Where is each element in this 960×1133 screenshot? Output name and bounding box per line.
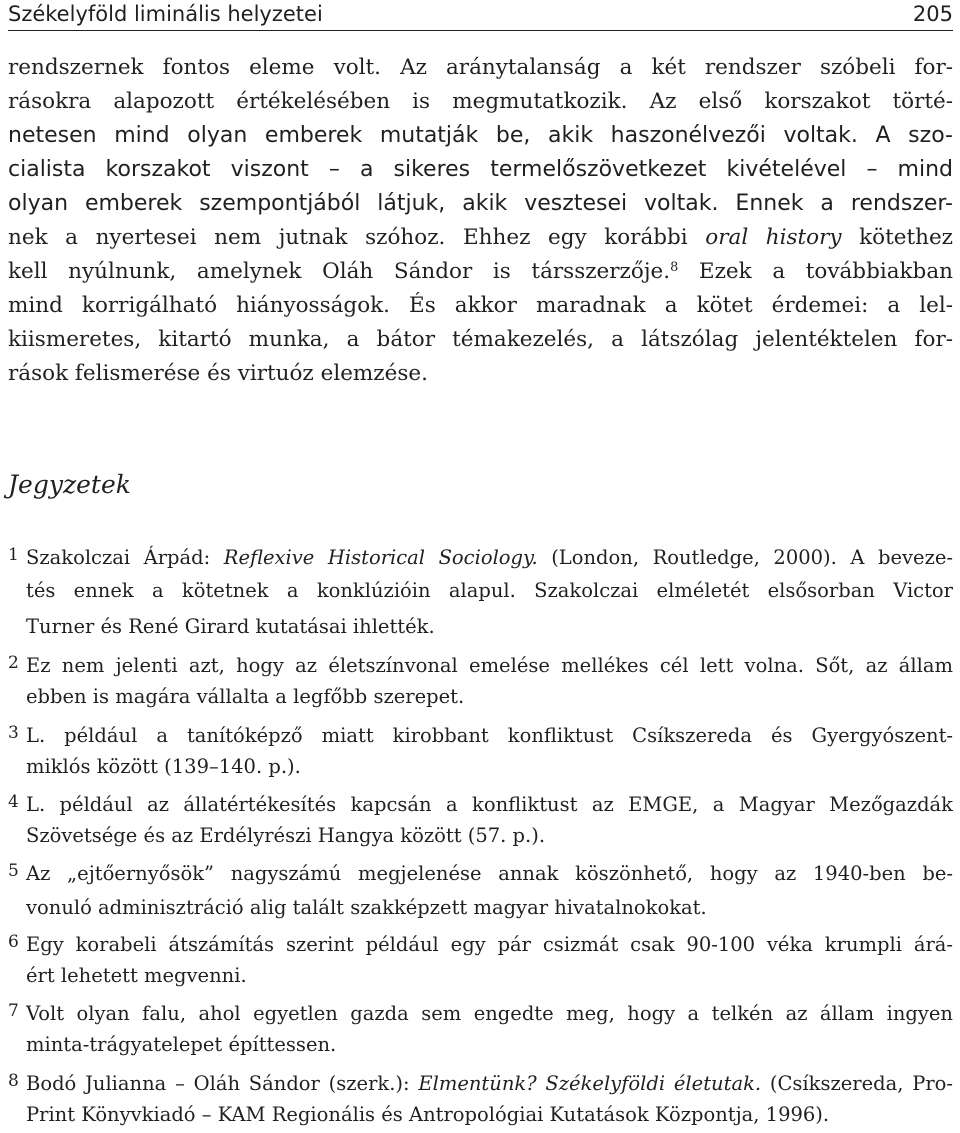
body-line: rendszernek fontos eleme volt. Az aránytalanság a két rendszer szóbeli for- bbox=[8, 55, 953, 80]
footnote-text: L. például az állatértékesítés kapcsán a konfliktust az EMGE, a Magyar Mezőgazdák bbox=[26, 793, 953, 816]
body-line: mind korrigálható hiányosságok. És akkor maradnak a kötet érdemei: a lel- bbox=[8, 293, 953, 318]
footnote-7 bbox=[8, 996, 953, 1029]
page-number: 205 bbox=[912, 2, 953, 26]
footnote-6-line: ért lehetett megvenni. bbox=[26, 964, 247, 987]
footnote-8-line: Print Könyvkiadó – KAM Regionális és Antropológiai Kutatások Központja, 1996). bbox=[26, 1103, 830, 1126]
body-line: rásokra alapozott értékelésében is megmutatkozik. Az első korszakot törté- bbox=[8, 89, 953, 114]
body-text: kötethez bbox=[859, 225, 954, 250]
footnote-italic: Elmentünk? Székelyföldi életutak. bbox=[418, 1072, 762, 1095]
body-line bbox=[8, 221, 953, 255]
footnote-text: (Csíkszereda, Pro- bbox=[761, 1072, 953, 1095]
footnote-4 bbox=[8, 787, 953, 820]
footnote-text: Ez nem jelenti azt, hogy az életszínvonal emelése mellékes cél lett volna. Sőt, az állam bbox=[26, 654, 953, 677]
footnote-7-line: minta-trágyatelepet építtessen. bbox=[26, 1033, 337, 1056]
footnote-2-line: ebben is magára vállalta a legfőbb szerepet. bbox=[26, 685, 465, 708]
body-line: cialista korszakot viszont – a sikeres termelőszövetkezet kivételével – mind bbox=[8, 157, 953, 182]
body-line: olyan emberek szempontjából látjuk, akik vesztesei voltak. Ennek a rendszer- bbox=[8, 191, 953, 216]
footnote-number: 3 bbox=[8, 723, 19, 743]
body-text: Ezek a továbbiakban bbox=[698, 259, 953, 284]
footnote-1-line: Turner és René Girard kutatásai ihlették. bbox=[26, 615, 435, 638]
footnote-5-line: vonuló adminisztráció alig talált szakképzett magyar hivatalnokokat. bbox=[26, 896, 707, 919]
footnote-text: (London, Routledge, 2000). A beveze- bbox=[537, 546, 953, 569]
footnote-4-line: Szövetsége és az Erdélyrészi Hangya között (57. p.). bbox=[26, 824, 546, 847]
notes-heading: Jegyzetek bbox=[8, 470, 131, 499]
footnote-number: 5 bbox=[8, 861, 19, 881]
footnote-3-line: miklós között (139–140. p.). bbox=[26, 755, 301, 778]
body-text: nek a nyertesei nem jutnak szóhoz. Ehhez egy korábbi bbox=[8, 225, 688, 250]
footnote-text: Volt olyan falu, ahol egyetlen gazda sem engedte meg, hogy a telkén az állam ingyen bbox=[26, 1002, 953, 1025]
running-head-title: Székelyföld liminális helyzetei bbox=[8, 2, 323, 26]
footnote-number: 8 bbox=[8, 1071, 19, 1091]
running-head bbox=[8, 0, 953, 31]
footnote-number: 4 bbox=[8, 792, 19, 812]
body-italic: oral history bbox=[705, 225, 842, 250]
body-line bbox=[8, 255, 953, 289]
body-text: kell nyúlnunk, amelynek Oláh Sándor is társszerzője. bbox=[8, 259, 671, 284]
footnote-text: Bodó Julianna – Oláh Sándor (szerk.): bbox=[26, 1072, 419, 1095]
footnote-italic: Reflexive Historical Sociology. bbox=[223, 546, 538, 569]
footnote-number: 1 bbox=[8, 545, 19, 565]
footnote-number: 7 bbox=[8, 1001, 19, 1021]
footnote-number: 2 bbox=[8, 653, 19, 673]
footnote-ref: 8 bbox=[670, 259, 679, 275]
footnote-text: Az „ejtőernyősök” nagyszámú megjelenése annak köszönhető, hogy az 1940-ben be- bbox=[26, 862, 953, 885]
body-line: netesen mind olyan emberek mutatják be, akik haszonélvezői voltak. A szo- bbox=[8, 123, 953, 148]
footnote-3 bbox=[8, 718, 953, 751]
body-line: kiismeretes, kitartó munka, a bátor témakezelés, a látszólag jelentéktelen for- bbox=[8, 327, 953, 352]
footnote-text: Szakolczai Árpád: bbox=[26, 546, 224, 569]
footnote-5 bbox=[8, 856, 953, 889]
footnote-1 bbox=[8, 540, 953, 573]
footnote-number: 6 bbox=[8, 932, 19, 952]
footnote-text: L. például a tanítóképző miatt kirobbant konfliktust Csíkszereda és Gyergyószent- bbox=[26, 724, 953, 747]
footnote-1-line: tés ennek a kötetnek a konklúzióin alapul. Szakolczai elméletét elsősorban Victor bbox=[26, 579, 953, 602]
body-line: rások felismerése és virtuóz elemzése. bbox=[8, 361, 428, 386]
footnote-8 bbox=[8, 1066, 953, 1099]
footnote-6 bbox=[8, 927, 953, 960]
footnote-2 bbox=[8, 648, 953, 681]
footnote-text: Egy korabeli átszámítás szerint például egy pár csizmát csak 90-100 véka krumpli árá- bbox=[26, 933, 953, 956]
